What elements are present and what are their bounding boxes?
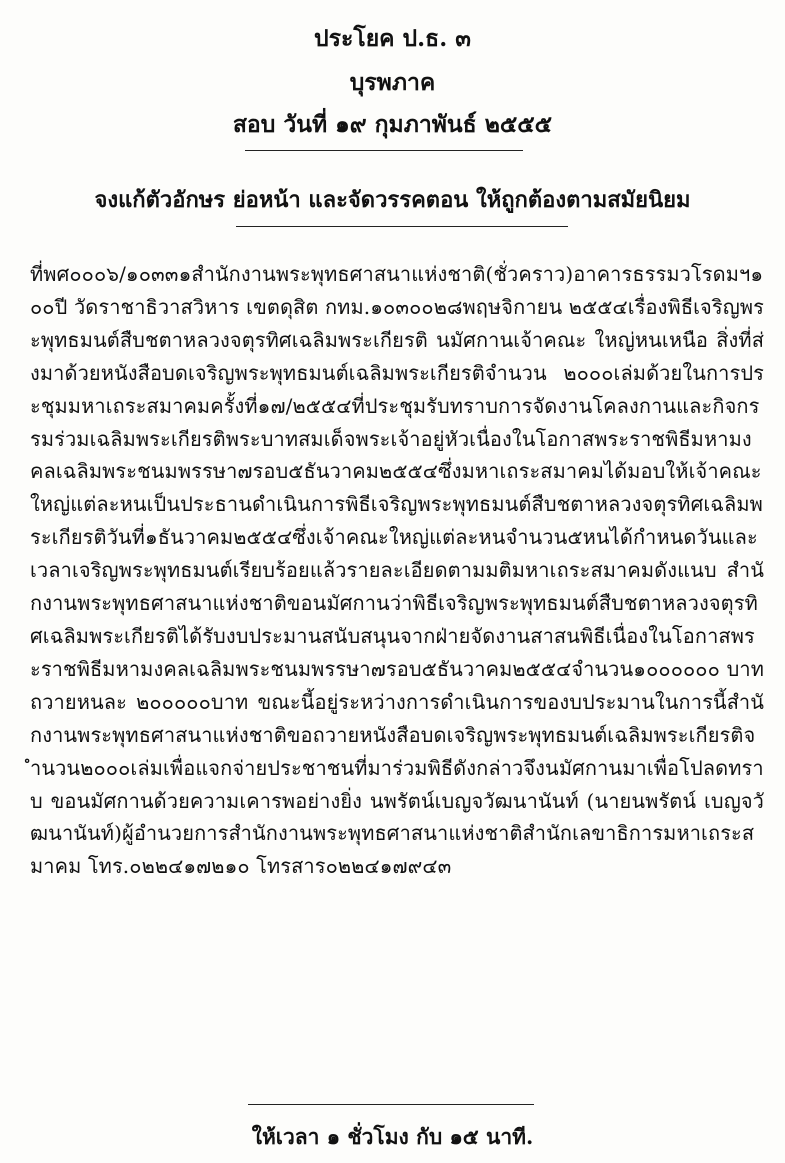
exam-passage: ที่พศ๐๐๐๖/๑๐๓๓๑สำนักงานพระพุทธศาสนาแห่งชาติ(ชั่วคราว)อาคารธรรมวโรดมฯ๑๐๐ปี วัดราชาธิวาสวิหาร เขตดุสิต กทม.๑๐๓๐๐๒๘พฤษจิกายน ๒๕๕๔เรื่องพิธีเจริญพระพุทธมนต์สืบชตาหลวงจตุรทิศเฉลิมพระเกียรติ นมัศกานเจ้าคณะ ใหญ่หนเหนือ สิ่งที่ส่งมาด้วยหนังสือบดเจริญพระพุทธมนต์เฉลิมพระเกียรติจำนวน ๒๐๐๐เล่มด้วยในการประชุมมหาเถระสมาคมครั้งที่๑๗/๒๕๕๔ที่ประชุมรับทราบการจัดงานโคลงกานและกิจกรรมร่วมเฉลิมพระเกียรติพระบาทสมเด็จพระเจ้าอยู่หัวเนื่องในโอกาสพระราชพิธีมหามงคลเฉลิมพระชนมพรรษา๗รอบ๕ธันวาคม๒๕๕๔ซึ่งมหาเถระสมาคมได้มอบให้เจ้าคณะใหญ่แต่ละหนเป็นประธานดำเนินการพิธีเจริญพระพุทธมนต์สืบชตาหลวงจตุรทิศเฉลิมพระเกียรติวันที่๑ธันวาคม๒๕๕๔ซึ่งเจ้าคณะใหญ่แต่ละหนจำนวน๕หนได้กำหนดวันและเวลาเจริญพระพุทธมนต์เรียบร้อยแล้วรายละเอียดตามมติมหาเถระสมาคมดังแนบ สำนักงานพระพุทธศาสนาแห่งชาติขอนมัศกานว่าพิธีเจริญพระพุทธมนต์สืบชตาหลวงจตุรทิศเฉลิมพระเกียรติได้รับงบประมานสนับสนุนจากฝ่ายจัดงานสาสนพิธีเนื่องในโอกาสพระราชพิธีมหามงคลเฉลิมพระชนมพรรษา๗รอบ๕ธันวาคม๒๕๕๔จำนวน๑๐๐๐๐๐๐ บาท ถวายหนละ ๒๐๐๐๐๐บาท ขณะนี้อยู่ระหว่างการดำเนินการของบประมานในการนี้สำนักงานพระพุทธศาสนาแห่งชาติขอถวายหนังสือบดเจริญพระพุทธมนต์เฉลิมพระเกียรติจำนวน๒๐๐๐เล่มเพื่อแจกจ่ายประชาชนที่มาร่วมพิธีดังกล่าวจึงนมัศกานมาเพื่อโปลดทราบ ขอนมัศกานด้วยความเคารพอย่างยิ่ง นพรัตน์เบญจวัฒนานันท์ (นายนพรัตน์ เบญจวัฒนานันท์)ผู้อำนวยการสำนักงานพระพุทธศาสนาแห่งชาติสำนักเลขาธิการมหาเถระสมาคม โทร.๐๒๒๔๑๗๒๑๐ โทรสาร๐๒๒๔๑๗๙๔๓ <box>30 262 764 879</box>
time-allowed: ให้เวลา ๑ ชั่วโมง กับ ๑๕ นาที. <box>251 1124 534 1149</box>
exam-level-title: ประโยค ป.ธ. ๓ <box>314 25 471 52</box>
instruction-text: จงแก้ตัวอักษร ย่อหน้า และจัดวรรคตอน ให้ถูกต้องตามสมัยนิยม <box>94 187 691 213</box>
exam-subject: บุรพภาค <box>349 69 436 96</box>
header-divider <box>245 150 523 151</box>
instruction-underline <box>236 226 568 227</box>
footer-divider <box>248 1104 534 1105</box>
exam-date: สอบ วันที่ ๑๙ กุมภาพันธ์ ๒๕๕๕ <box>232 111 553 138</box>
